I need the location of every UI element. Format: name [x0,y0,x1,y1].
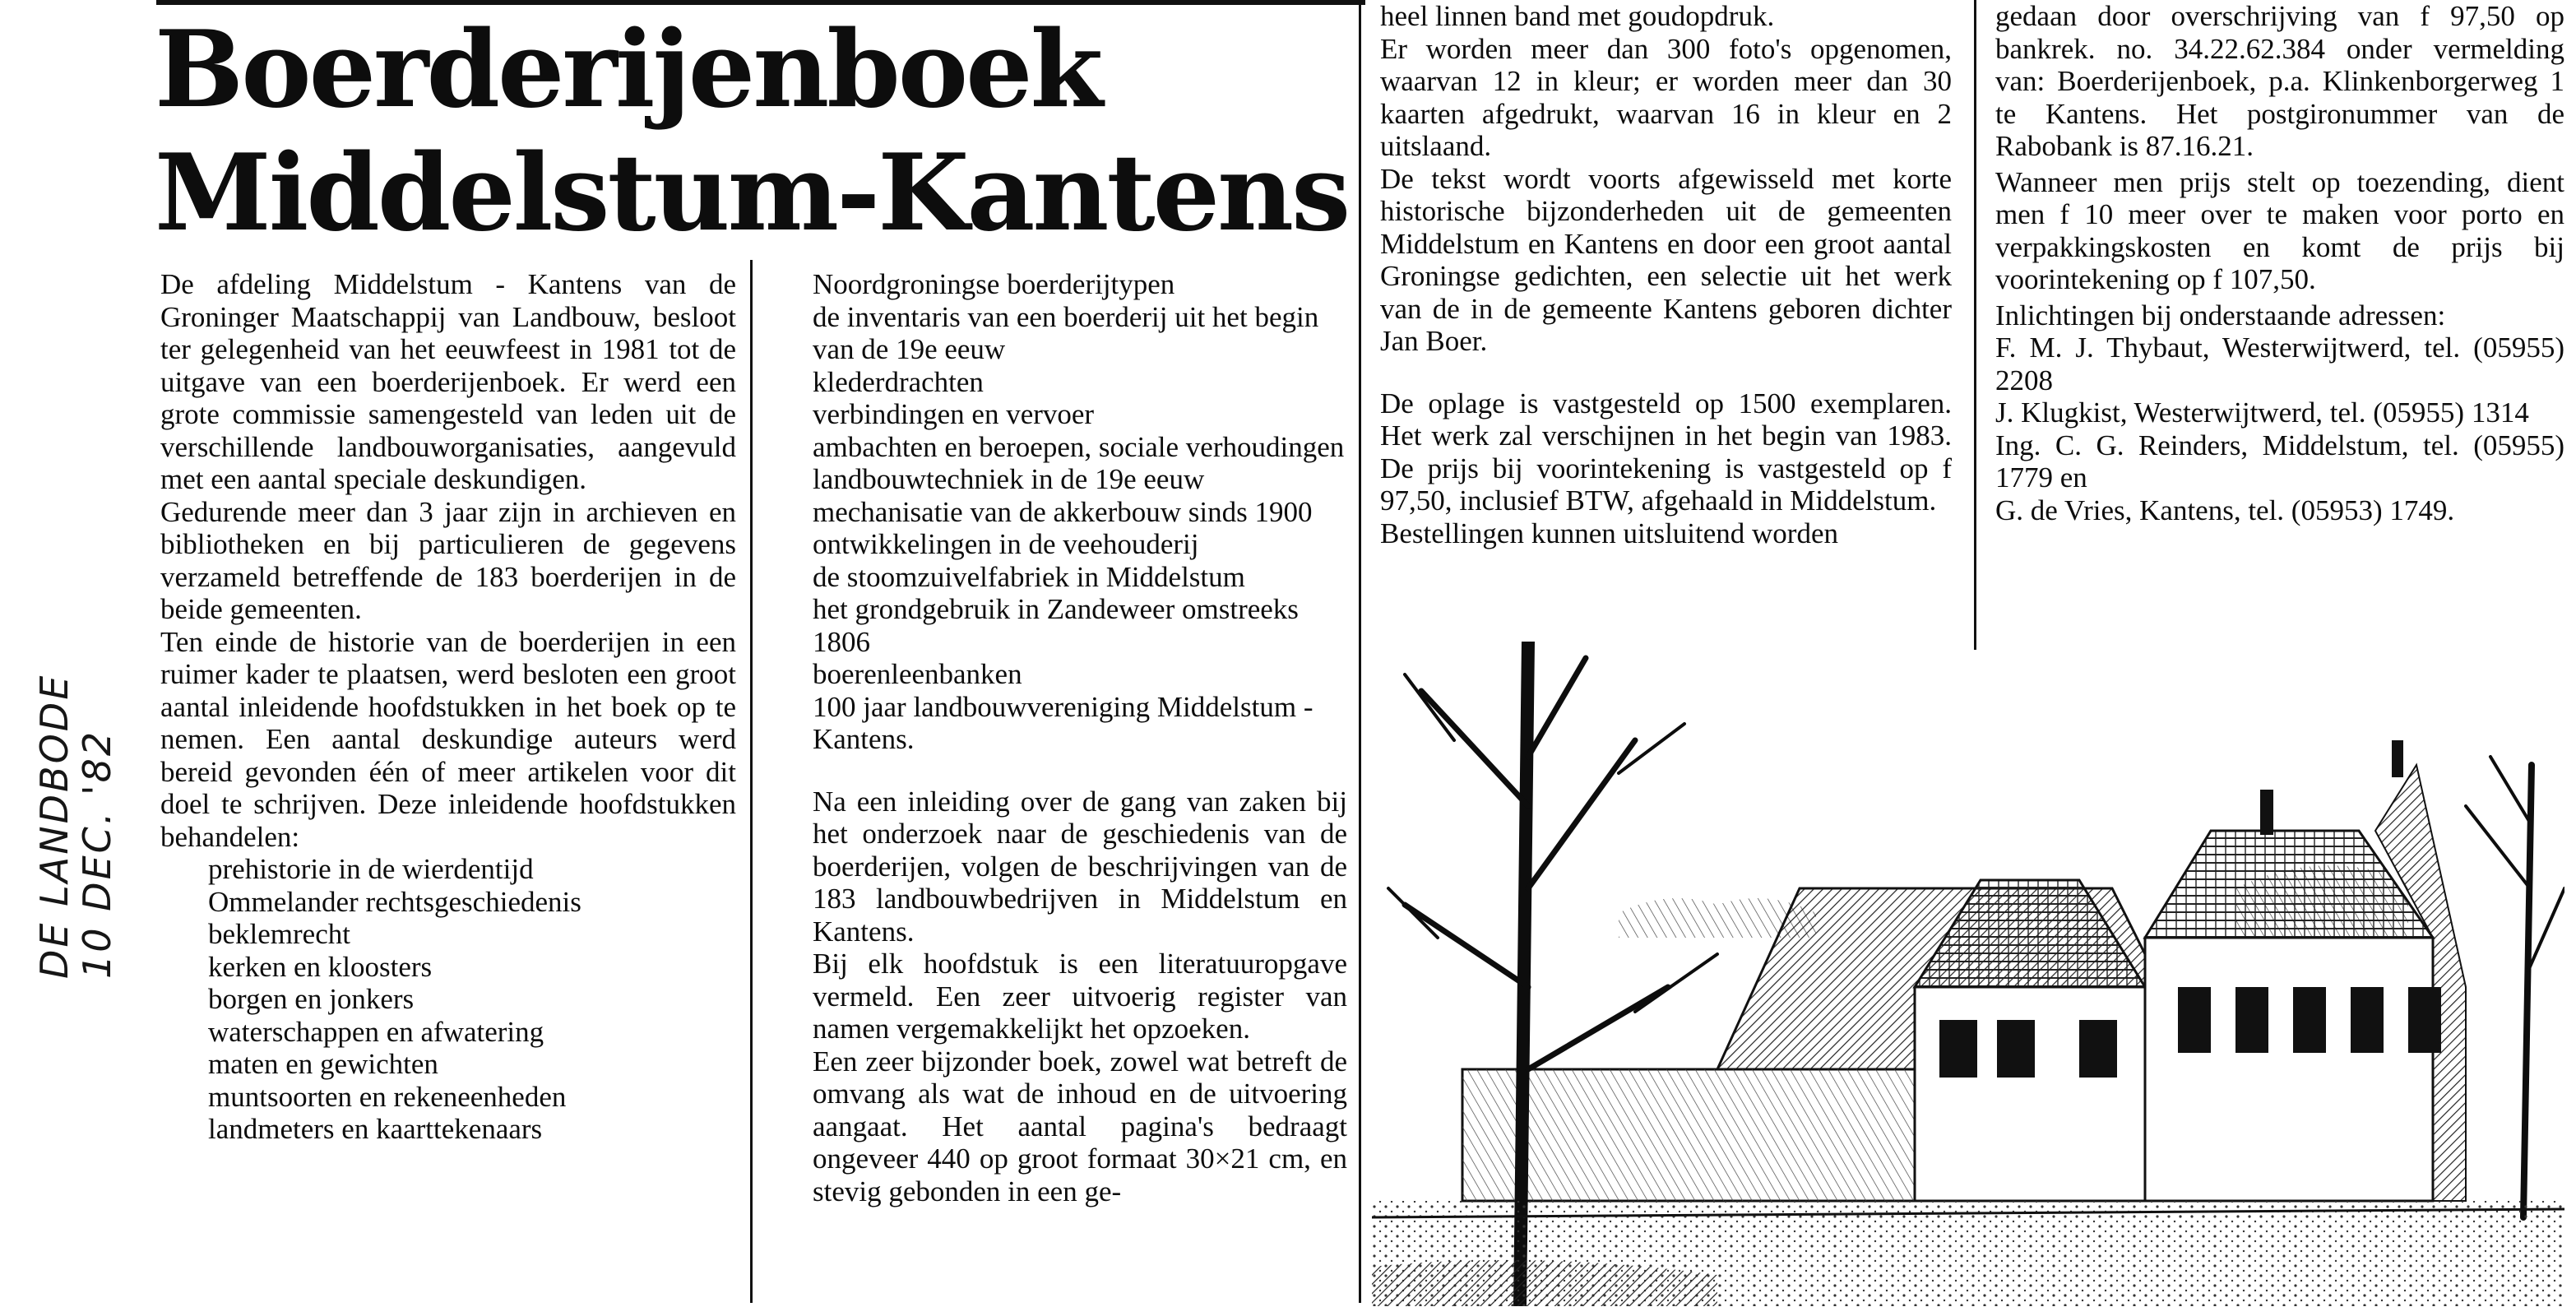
topic-list-a [160,853,736,1146]
paragraph-literature: Bij elk hoofdstuk is een literatuuropgave vermeld. Een zeer uitvoerig register van namen vergemakkelijkt het opzoeken. [813,948,1347,1045]
farmhouse-illustration [1372,642,2564,1306]
headline [155,8,1372,255]
paragraph-text-poems: De tekst wordt voorts afgewisseld met korte historische bijzonderheden uit de gemeenten Middelstum en Kantens en door een groot aantal Groningse gedichten, een selectie uit het werk van de in de gemeente Kantens geboren dichter Jan Boer. [1380,162,1952,357]
paragraph-edition-price: De oplage is vastgesteld op 1500 exemplaren. Het werk zal verschijnen in het begin van 1983. De prijs bij voorintekening is vastgesteld op f 97,50, inclusief BTW, afgehaald in Middelstum. [1380,387,1952,517]
farmhouse-drawing [1462,740,2466,1201]
column-divider-3 [1974,0,1976,650]
paragraph-research: Gedurende meer dan 3 jaar zijn in archieven en bibliotheken en bij particulieren de gegevens verzameld betreffende de 183 boerderijen in de beide gemeenten. [160,495,736,625]
column-divider-1 [750,260,753,1303]
topic-item: maten en gewichten [208,1048,438,1080]
topic-item: prehistorie in de wierdentijd [208,853,534,885]
address-item: Ing. C. G. Reinders, Middelstum, tel. (05955) 1779 en [1995,429,2564,494]
topic-item: waterschappen en afwatering [208,1015,544,1048]
address-item: G. de Vries, Kantens, tel. (05953) 1749. [1995,494,2455,526]
headline-line-2: Middelstum-Kantens [155,132,1349,255]
topic-item: 100 jaar landbouwvereniging Middelstum - Kantens. [813,690,1313,755]
topic-item: Ommelander rechtsgeschiedenis [208,885,581,918]
column-2 [813,268,1347,1207]
paragraph-intro: De afdeling Middelstum - Kantens van de Groninger Maatschappij van Landbouw, besloot ter gelegenheid van het eeuwfeest in 1981 tot de uitgave van een boerderijenboek. Er werd een grote commissie samengesteld van leden uit de verschillende landbouworganisaties, aangevuld met een aantal speciale deskundigen. [160,268,736,495]
column-3 [1380,0,1952,549]
topic-item: kerken en kloosters [208,950,433,983]
paragraph-orders: Bestellingen kunnen uitsluitend worden [1380,517,1838,549]
topic-item: beklemrecht [208,918,350,950]
stamp-line-1: DE LANDBODE [32,673,76,979]
topic-item: muntsoorten en rekeneenheden [208,1080,567,1113]
topic-item: Noordgroningse boerderijtypen [813,268,1175,300]
address-item: J. Klugkist, Westerwijtwerd, tel. (05955) 1314 [1995,396,2529,429]
topic-item: verbindingen en vervoer [813,398,1095,430]
stamp-line-2: 10 DEC. '82 [75,729,119,979]
address-list [1995,331,2564,526]
topic-item: het grondgebruik in Zandeweer omstreeks 1806 [813,593,1299,658]
column-divider-2 [1359,0,1361,1303]
address-item: F. M. J. Thybaut, Westerwijtwerd, tel. (05955) 2208 [1995,331,2564,396]
paragraph-photos: Er worden meer dan 300 foto's opgenomen, waarvan 12 in kleur; er worden meer dan 30 kaarten afgedrukt, waarvan 16 in kleur en 2 uitslaand. [1380,32,1952,162]
topic-item: ontwikkelingen in de veehouderij [813,528,1199,560]
ground-and-ditch [1372,1201,2564,1306]
topic-item: klederdrachten [813,365,984,398]
paragraph-chapters: Ten einde de historie van de boerderijen in een ruimer kader te plaatsen, werd besloten een groot aantal inleidende hoofdstukken in het boek op te nemen. Een aantal deskundige auteurs werd bereid gevonden één of meer artikelen voor dit doel te schrijven. Deze inleidende hoofdstukken behandelen: [160,625,736,853]
paragraph-shipping: Wanneer men prijs stelt op toezending, dient men f 10 meer over te maken voor porto en verpakkingskosten en komt de prijs bij voorintekening op f 107,50. [1995,165,2564,295]
paragraph-binding: heel linnen band met goudopdruk. [1380,0,1775,32]
headline-line-1: Boerderijenboek [155,8,1101,132]
column-4 [1995,0,2564,526]
topic-item: de inventaris van een boerderij uit het begin van de 19e eeuw [813,300,1319,365]
topic-item: landbouwtechniek in de 19e eeuw [813,463,1205,495]
topic-item: landmeters en kaarttekenaars [208,1113,543,1145]
paragraph-payment: gedaan door overschrijving van f 97,50 op bankrek. no. 34.22.62.384 onder vermelding van: Boerderijenboek, p.a. Klinkenborgerweg 1 te Kantens. Het postgironummer van de Rabobank is 87.16.21. [1995,0,2564,162]
newspaper-stamp [33,485,118,979]
topic-item: boerenleenbanken [813,658,1022,690]
paragraph-descriptions: Na een inleiding over de gang van zaken bij het onderzoek naar de geschiedenis van de boerderijen, volgen de beschrijvingen van de 183 landbouwbedrijven in Middelstum en Kantens. [813,785,1347,948]
topic-item: borgen en jonkers [208,983,415,1015]
column-1 [160,268,736,1146]
topic-item: mechanisatie van de akkerbouw sinds 1900 [813,495,1313,528]
topic-item: ambachten en beroepen, sociale verhoudingen [813,430,1345,463]
topic-list-b [813,268,1347,756]
top-rule [156,0,1365,5]
topic-item: de stoomzuivelfabriek in Middelstum [813,560,1245,593]
paragraph-book-format: Een zeer bijzonder boek, zowel wat betreft de omvang als wat de inhoud en de uitvoering aangaat. Het aantal pagina's bedraagt ongeveer 440 op groot formaat 30×21 cm, en stevig gebonden in een ge- [813,1045,1347,1207]
paragraph-info: Inlichtingen bij onderstaande adressen: [1995,299,2446,331]
